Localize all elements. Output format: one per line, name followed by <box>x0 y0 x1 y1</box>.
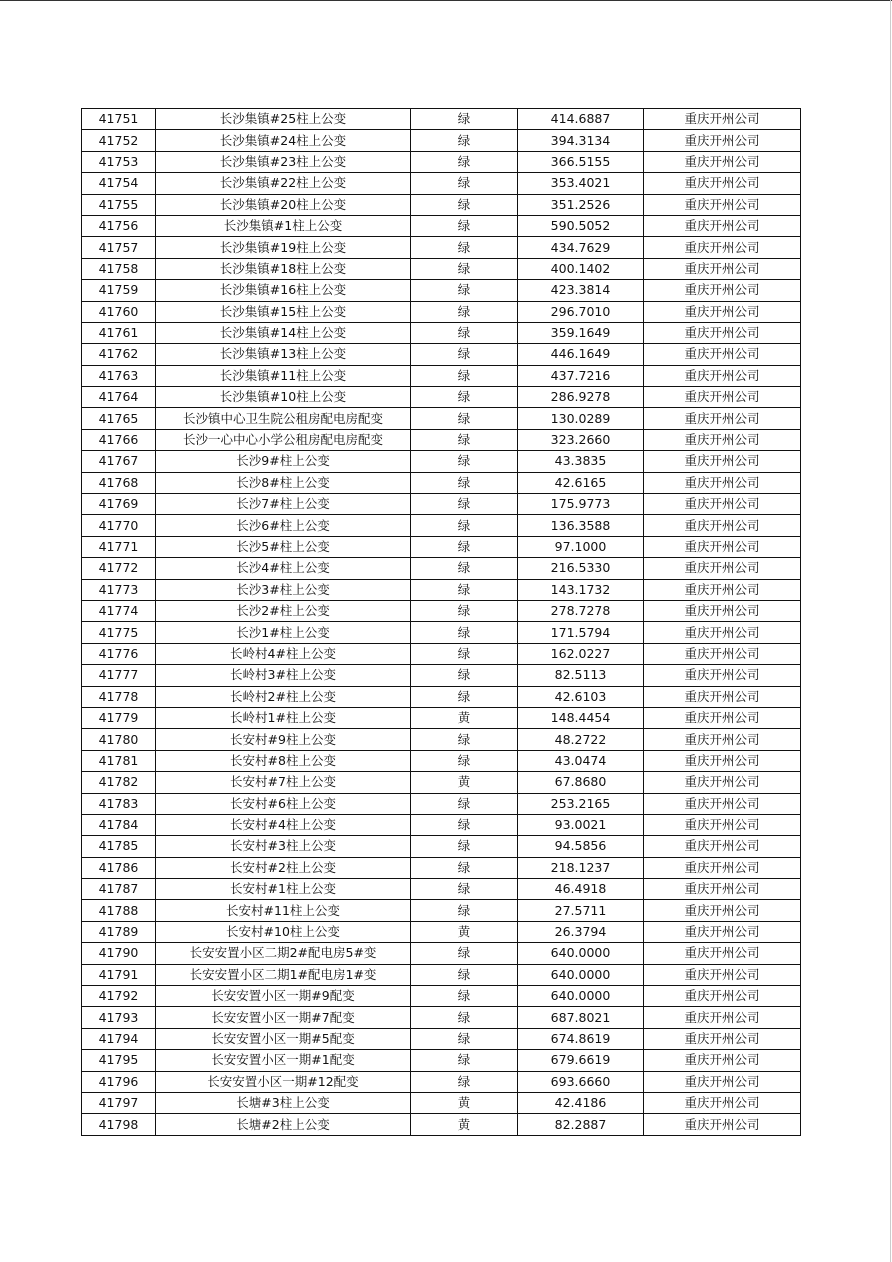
table-row <box>82 237 801 258</box>
value-cell: 359.1649 <box>518 322 644 343</box>
company-cell: 重庆开州公司 <box>644 750 801 771</box>
status-cell: 绿 <box>411 301 518 322</box>
row-id-cell: 41760 <box>82 301 156 322</box>
value-cell: 46.4918 <box>518 879 644 900</box>
transformer-name-cell: 长沙9#柱上公变 <box>156 451 411 472</box>
transformer-name-cell: 长安村#3柱上公变 <box>156 836 411 857</box>
transformer-name-cell: 长沙5#柱上公变 <box>156 536 411 557</box>
transformer-name-cell: 长沙集镇#22柱上公变 <box>156 173 411 194</box>
row-id-cell: 41786 <box>82 857 156 878</box>
status-cell: 绿 <box>411 857 518 878</box>
row-id-cell: 41783 <box>82 793 156 814</box>
company-cell: 重庆开州公司 <box>644 151 801 172</box>
table-row <box>82 707 801 728</box>
row-id-cell: 41788 <box>82 900 156 921</box>
row-id-cell: 41756 <box>82 215 156 236</box>
table-row <box>82 280 801 301</box>
transformer-name-cell: 长沙4#柱上公变 <box>156 558 411 579</box>
table-row <box>82 1007 801 1028</box>
value-cell: 42.6165 <box>518 472 644 493</box>
table-row <box>82 151 801 172</box>
status-cell: 绿 <box>411 173 518 194</box>
value-cell: 43.0474 <box>518 750 644 771</box>
value-cell: 162.0227 <box>518 643 644 664</box>
row-id-cell: 41758 <box>82 258 156 279</box>
table-row <box>82 429 801 450</box>
table-row <box>82 600 801 621</box>
row-id-cell: 41794 <box>82 1028 156 1049</box>
row-id-cell: 41773 <box>82 579 156 600</box>
company-cell: 重庆开州公司 <box>644 536 801 557</box>
status-cell: 绿 <box>411 515 518 536</box>
value-cell: 437.7216 <box>518 365 644 386</box>
transformer-name-cell: 长安安置小区一期#12配变 <box>156 1071 411 1092</box>
transformer-name-cell: 长沙集镇#14柱上公变 <box>156 322 411 343</box>
status-cell: 绿 <box>411 215 518 236</box>
transformer-name-cell: 长沙集镇#19柱上公变 <box>156 237 411 258</box>
company-cell: 重庆开州公司 <box>644 772 801 793</box>
value-cell: 218.1237 <box>518 857 644 878</box>
value-cell: 590.5052 <box>518 215 644 236</box>
page-right-edge <box>890 0 891 1262</box>
company-cell: 重庆开州公司 <box>644 1092 801 1113</box>
status-cell: 黄 <box>411 921 518 942</box>
status-cell: 绿 <box>411 986 518 1007</box>
status-cell: 绿 <box>411 879 518 900</box>
value-cell: 253.2165 <box>518 793 644 814</box>
transformer-name-cell: 长沙镇中心卫生院公租房配电房配变 <box>156 408 411 429</box>
row-id-cell: 41768 <box>82 472 156 493</box>
table-row <box>82 986 801 1007</box>
row-id-cell: 41781 <box>82 750 156 771</box>
status-cell: 绿 <box>411 387 518 408</box>
transformer-name-cell: 长塘#2柱上公变 <box>156 1114 411 1135</box>
transformer-name-cell: 长沙集镇#24柱上公变 <box>156 130 411 151</box>
table-row <box>82 900 801 921</box>
company-cell: 重庆开州公司 <box>644 472 801 493</box>
row-id-cell: 41796 <box>82 1071 156 1092</box>
value-cell: 67.8680 <box>518 772 644 793</box>
status-cell: 绿 <box>411 665 518 686</box>
table-row <box>82 643 801 664</box>
transformer-name-cell: 长安村#6柱上公变 <box>156 793 411 814</box>
table-body <box>82 109 801 1136</box>
status-cell: 绿 <box>411 494 518 515</box>
company-cell: 重庆开州公司 <box>644 515 801 536</box>
row-id-cell: 41770 <box>82 515 156 536</box>
value-cell: 82.2887 <box>518 1114 644 1135</box>
company-cell: 重庆开州公司 <box>644 964 801 985</box>
table-row <box>82 579 801 600</box>
status-cell: 绿 <box>411 472 518 493</box>
row-id-cell: 41793 <box>82 1007 156 1028</box>
status-cell: 绿 <box>411 130 518 151</box>
value-cell: 296.7010 <box>518 301 644 322</box>
table-row <box>82 536 801 557</box>
value-cell: 136.3588 <box>518 515 644 536</box>
status-cell: 绿 <box>411 322 518 343</box>
row-id-cell: 41769 <box>82 494 156 515</box>
value-cell: 640.0000 <box>518 943 644 964</box>
transformer-name-cell: 长沙集镇#25柱上公变 <box>156 109 411 130</box>
transformer-name-cell: 长沙一心中心小学公租房配电房配变 <box>156 429 411 450</box>
value-cell: 94.5856 <box>518 836 644 857</box>
status-cell: 绿 <box>411 1028 518 1049</box>
transformer-name-cell: 长沙集镇#10柱上公变 <box>156 387 411 408</box>
company-cell: 重庆开州公司 <box>644 1114 801 1135</box>
row-id-cell: 41752 <box>82 130 156 151</box>
row-id-cell: 41755 <box>82 194 156 215</box>
company-cell: 重庆开州公司 <box>644 579 801 600</box>
company-cell: 重庆开州公司 <box>644 173 801 194</box>
company-cell: 重庆开州公司 <box>644 1071 801 1092</box>
table-row <box>82 130 801 151</box>
row-id-cell: 41792 <box>82 986 156 1007</box>
status-cell: 绿 <box>411 408 518 429</box>
table-row <box>82 365 801 386</box>
row-id-cell: 41798 <box>82 1114 156 1135</box>
company-cell: 重庆开州公司 <box>644 879 801 900</box>
company-cell: 重庆开州公司 <box>644 986 801 1007</box>
company-cell: 重庆开州公司 <box>644 1028 801 1049</box>
value-cell: 130.0289 <box>518 408 644 429</box>
table-row <box>82 387 801 408</box>
company-cell: 重庆开州公司 <box>644 451 801 472</box>
transformer-name-cell: 长安村#1柱上公变 <box>156 879 411 900</box>
row-id-cell: 41754 <box>82 173 156 194</box>
value-cell: 446.1649 <box>518 344 644 365</box>
table-row <box>82 258 801 279</box>
value-cell: 640.0000 <box>518 986 644 1007</box>
row-id-cell: 41766 <box>82 429 156 450</box>
transformer-name-cell: 长安安置小区一期#5配变 <box>156 1028 411 1049</box>
value-cell: 42.6103 <box>518 686 644 707</box>
status-cell: 绿 <box>411 600 518 621</box>
company-cell: 重庆开州公司 <box>644 194 801 215</box>
table-row <box>82 879 801 900</box>
value-cell: 394.3134 <box>518 130 644 151</box>
value-cell: 693.6660 <box>518 1071 644 1092</box>
company-cell: 重庆开州公司 <box>644 900 801 921</box>
company-cell: 重庆开州公司 <box>644 280 801 301</box>
table-row <box>82 814 801 835</box>
company-cell: 重庆开州公司 <box>644 793 801 814</box>
transformer-name-cell: 长沙集镇#23柱上公变 <box>156 151 411 172</box>
value-cell: 26.3794 <box>518 921 644 942</box>
value-cell: 27.5711 <box>518 900 644 921</box>
table-row <box>82 109 801 130</box>
row-id-cell: 41791 <box>82 964 156 985</box>
value-cell: 97.1000 <box>518 536 644 557</box>
table-row <box>82 665 801 686</box>
transformer-name-cell: 长沙3#柱上公变 <box>156 579 411 600</box>
status-cell: 绿 <box>411 536 518 557</box>
status-cell: 绿 <box>411 365 518 386</box>
status-cell: 绿 <box>411 194 518 215</box>
row-id-cell: 41777 <box>82 665 156 686</box>
status-cell: 黄 <box>411 1092 518 1113</box>
company-cell: 重庆开州公司 <box>644 365 801 386</box>
company-cell: 重庆开州公司 <box>644 258 801 279</box>
transformer-table <box>81 108 801 1136</box>
table-row <box>82 301 801 322</box>
row-id-cell: 41785 <box>82 836 156 857</box>
row-id-cell: 41776 <box>82 643 156 664</box>
transformer-name-cell: 长安村#4柱上公变 <box>156 814 411 835</box>
transformer-name-cell: 长岭村1#柱上公变 <box>156 707 411 728</box>
row-id-cell: 41765 <box>82 408 156 429</box>
company-cell: 重庆开州公司 <box>644 943 801 964</box>
transformer-name-cell: 长岭村2#柱上公变 <box>156 686 411 707</box>
value-cell: 278.7278 <box>518 600 644 621</box>
status-cell: 绿 <box>411 109 518 130</box>
value-cell: 93.0021 <box>518 814 644 835</box>
row-id-cell: 41782 <box>82 772 156 793</box>
transformer-name-cell: 长安村#9柱上公变 <box>156 729 411 750</box>
company-cell: 重庆开州公司 <box>644 301 801 322</box>
row-id-cell: 41778 <box>82 686 156 707</box>
status-cell: 绿 <box>411 579 518 600</box>
value-cell: 687.8021 <box>518 1007 644 1028</box>
transformer-name-cell: 长岭村3#柱上公变 <box>156 665 411 686</box>
status-cell: 绿 <box>411 1071 518 1092</box>
row-id-cell: 41753 <box>82 151 156 172</box>
company-cell: 重庆开州公司 <box>644 600 801 621</box>
company-cell: 重庆开州公司 <box>644 643 801 664</box>
value-cell: 366.5155 <box>518 151 644 172</box>
company-cell: 重庆开州公司 <box>644 322 801 343</box>
value-cell: 434.7629 <box>518 237 644 258</box>
company-cell: 重庆开州公司 <box>644 130 801 151</box>
table-row <box>82 793 801 814</box>
status-cell: 绿 <box>411 151 518 172</box>
status-cell: 绿 <box>411 622 518 643</box>
company-cell: 重庆开州公司 <box>644 921 801 942</box>
company-cell: 重庆开州公司 <box>644 814 801 835</box>
status-cell: 绿 <box>411 280 518 301</box>
transformer-name-cell: 长沙6#柱上公变 <box>156 515 411 536</box>
table-row <box>82 1028 801 1049</box>
table-row <box>82 408 801 429</box>
status-cell: 绿 <box>411 451 518 472</box>
row-id-cell: 41779 <box>82 707 156 728</box>
value-cell: 400.1402 <box>518 258 644 279</box>
company-cell: 重庆开州公司 <box>644 237 801 258</box>
value-cell: 323.2660 <box>518 429 644 450</box>
company-cell: 重庆开州公司 <box>644 429 801 450</box>
transformer-name-cell: 长沙集镇#11柱上公变 <box>156 365 411 386</box>
table-row <box>82 772 801 793</box>
company-cell: 重庆开州公司 <box>644 109 801 130</box>
table-row <box>82 1092 801 1113</box>
row-id-cell: 41780 <box>82 729 156 750</box>
table-row <box>82 215 801 236</box>
company-cell: 重庆开州公司 <box>644 494 801 515</box>
value-cell: 679.6619 <box>518 1050 644 1071</box>
status-cell: 绿 <box>411 729 518 750</box>
table-row <box>82 515 801 536</box>
table-row <box>82 857 801 878</box>
table-row <box>82 622 801 643</box>
table-row <box>82 964 801 985</box>
table-row <box>82 451 801 472</box>
status-cell: 绿 <box>411 686 518 707</box>
row-id-cell: 41767 <box>82 451 156 472</box>
transformer-name-cell: 长安村#10柱上公变 <box>156 921 411 942</box>
row-id-cell: 41774 <box>82 600 156 621</box>
table-row <box>82 943 801 964</box>
row-id-cell: 41775 <box>82 622 156 643</box>
company-cell: 重庆开州公司 <box>644 836 801 857</box>
row-id-cell: 41771 <box>82 536 156 557</box>
table-row <box>82 750 801 771</box>
company-cell: 重庆开州公司 <box>644 857 801 878</box>
table-row <box>82 729 801 750</box>
value-cell: 353.4021 <box>518 173 644 194</box>
status-cell: 绿 <box>411 943 518 964</box>
transformer-name-cell: 长塘#3柱上公变 <box>156 1092 411 1113</box>
value-cell: 351.2526 <box>518 194 644 215</box>
row-id-cell: 41762 <box>82 344 156 365</box>
status-cell: 绿 <box>411 344 518 365</box>
table-row <box>82 1114 801 1135</box>
table-row <box>82 322 801 343</box>
row-id-cell: 41757 <box>82 237 156 258</box>
row-id-cell: 41789 <box>82 921 156 942</box>
transformer-name-cell: 长沙集镇#18柱上公变 <box>156 258 411 279</box>
value-cell: 143.1732 <box>518 579 644 600</box>
transformer-name-cell: 长安村#7柱上公变 <box>156 772 411 793</box>
value-cell: 216.5330 <box>518 558 644 579</box>
company-cell: 重庆开州公司 <box>644 729 801 750</box>
transformer-name-cell: 长安村#11柱上公变 <box>156 900 411 921</box>
table-row <box>82 1071 801 1092</box>
status-cell: 绿 <box>411 793 518 814</box>
status-cell: 绿 <box>411 814 518 835</box>
value-cell: 82.5113 <box>518 665 644 686</box>
row-id-cell: 41763 <box>82 365 156 386</box>
row-id-cell: 41764 <box>82 387 156 408</box>
value-cell: 674.8619 <box>518 1028 644 1049</box>
status-cell: 绿 <box>411 964 518 985</box>
value-cell: 423.3814 <box>518 280 644 301</box>
table-row <box>82 494 801 515</box>
transformer-name-cell: 长沙集镇#13柱上公变 <box>156 344 411 365</box>
transformer-name-cell: 长沙7#柱上公变 <box>156 494 411 515</box>
status-cell: 绿 <box>411 750 518 771</box>
table-row <box>82 836 801 857</box>
value-cell: 175.9773 <box>518 494 644 515</box>
status-cell: 绿 <box>411 1007 518 1028</box>
status-cell: 绿 <box>411 900 518 921</box>
company-cell: 重庆开州公司 <box>644 707 801 728</box>
table-row <box>82 344 801 365</box>
transformer-name-cell: 长安村#2柱上公变 <box>156 857 411 878</box>
company-cell: 重庆开州公司 <box>644 622 801 643</box>
table-row <box>82 921 801 942</box>
transformer-name-cell: 长安村#8柱上公变 <box>156 750 411 771</box>
transformer-name-cell: 长安安置小区一期#7配变 <box>156 1007 411 1028</box>
value-cell: 414.6887 <box>518 109 644 130</box>
transformer-name-cell: 长安安置小区二期1#配电房1#变 <box>156 964 411 985</box>
table-row <box>82 686 801 707</box>
value-cell: 43.3835 <box>518 451 644 472</box>
company-cell: 重庆开州公司 <box>644 665 801 686</box>
status-cell: 绿 <box>411 258 518 279</box>
row-id-cell: 41784 <box>82 814 156 835</box>
value-cell: 640.0000 <box>518 964 644 985</box>
transformer-name-cell: 长岭村4#柱上公变 <box>156 643 411 664</box>
value-cell: 148.4454 <box>518 707 644 728</box>
transformer-name-cell: 长沙8#柱上公变 <box>156 472 411 493</box>
transformer-name-cell: 长沙集镇#15柱上公变 <box>156 301 411 322</box>
company-cell: 重庆开州公司 <box>644 408 801 429</box>
row-id-cell: 41761 <box>82 322 156 343</box>
transformer-name-cell: 长沙集镇#20柱上公变 <box>156 194 411 215</box>
transformer-name-cell: 长沙2#柱上公变 <box>156 600 411 621</box>
company-cell: 重庆开州公司 <box>644 686 801 707</box>
status-cell: 绿 <box>411 643 518 664</box>
transformer-name-cell: 长安安置小区一期#1配变 <box>156 1050 411 1071</box>
company-cell: 重庆开州公司 <box>644 215 801 236</box>
table-row <box>82 472 801 493</box>
page-top-border <box>0 0 892 1</box>
transformer-name-cell: 长安安置小区一期#9配变 <box>156 986 411 1007</box>
table-row <box>82 558 801 579</box>
transformer-name-cell: 长沙集镇#1柱上公变 <box>156 215 411 236</box>
status-cell: 黄 <box>411 1114 518 1135</box>
row-id-cell: 41797 <box>82 1092 156 1113</box>
transformer-name-cell: 长安安置小区二期2#配电房5#变 <box>156 943 411 964</box>
company-cell: 重庆开州公司 <box>644 387 801 408</box>
table-row <box>82 194 801 215</box>
value-cell: 42.4186 <box>518 1092 644 1113</box>
table-row <box>82 1050 801 1071</box>
value-cell: 48.2722 <box>518 729 644 750</box>
transformer-name-cell: 长沙1#柱上公变 <box>156 622 411 643</box>
row-id-cell: 41790 <box>82 943 156 964</box>
status-cell: 绿 <box>411 1050 518 1071</box>
status-cell: 绿 <box>411 429 518 450</box>
row-id-cell: 41772 <box>82 558 156 579</box>
status-cell: 绿 <box>411 836 518 857</box>
table-row <box>82 173 801 194</box>
value-cell: 171.5794 <box>518 622 644 643</box>
row-id-cell: 41759 <box>82 280 156 301</box>
company-cell: 重庆开州公司 <box>644 1007 801 1028</box>
status-cell: 绿 <box>411 237 518 258</box>
row-id-cell: 41795 <box>82 1050 156 1071</box>
transformer-name-cell: 长沙集镇#16柱上公变 <box>156 280 411 301</box>
company-cell: 重庆开州公司 <box>644 558 801 579</box>
status-cell: 绿 <box>411 558 518 579</box>
status-cell: 黄 <box>411 772 518 793</box>
status-cell: 黄 <box>411 707 518 728</box>
row-id-cell: 41787 <box>82 879 156 900</box>
row-id-cell: 41751 <box>82 109 156 130</box>
company-cell: 重庆开州公司 <box>644 1050 801 1071</box>
value-cell: 286.9278 <box>518 387 644 408</box>
company-cell: 重庆开州公司 <box>644 344 801 365</box>
